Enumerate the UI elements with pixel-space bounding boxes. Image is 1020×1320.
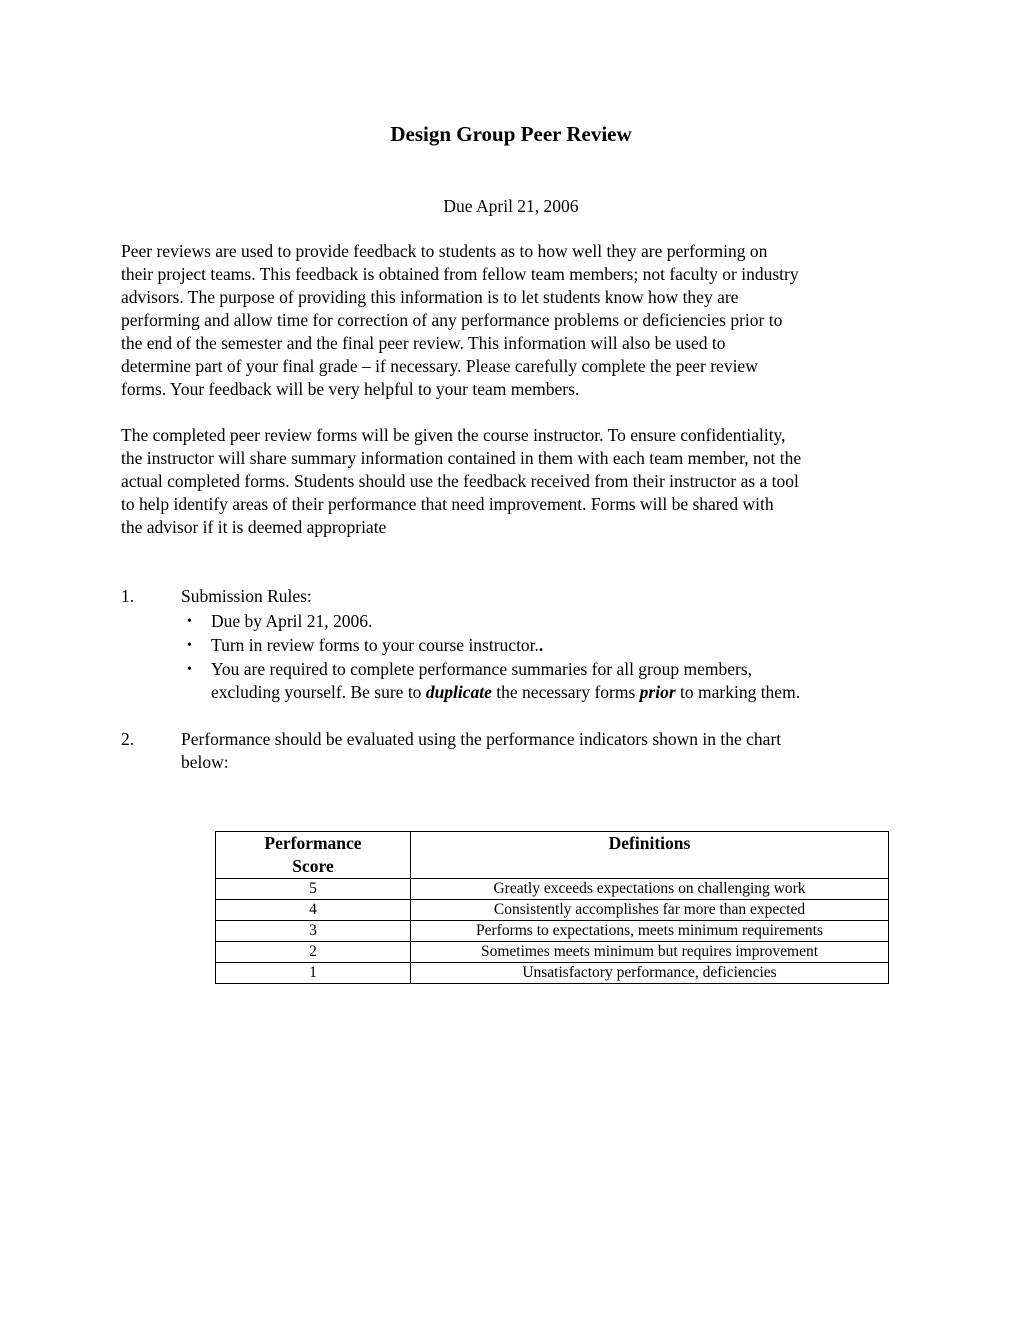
item-text: below:: [181, 752, 229, 772]
text-line: actual completed forms. Students should use the feedback received from their instructor as a tool: [121, 471, 799, 491]
bullet-icon: •: [187, 662, 192, 677]
text: to marking them.: [675, 682, 801, 702]
score-cell: 3: [216, 921, 411, 942]
definition-cell: Performs to expectations, meets minimum requirements: [411, 921, 889, 942]
confidentiality-paragraph: [121, 424, 801, 539]
header-definitions: Definitions: [411, 832, 889, 879]
item-number: 2.: [121, 729, 135, 749]
bullet-icon: •: [187, 614, 192, 629]
table-row: [216, 942, 889, 963]
table-row: [216, 900, 889, 921]
text-line: Peer reviews are used to provide feedback to students as to how well they are performing on: [121, 241, 768, 261]
text-line: the instructor will share summary information contained in them with each team member, not the: [121, 448, 802, 468]
header-text: Score: [292, 856, 334, 876]
score-cell: 5: [216, 879, 411, 900]
item-number: 1.: [121, 586, 135, 606]
bullet-text: [211, 681, 800, 704]
page-title: Design Group Peer Review: [390, 122, 632, 146]
text: Turn in review forms to your course instructor.: [211, 635, 539, 655]
definition-cell: Sometimes meets minimum but requires improvement: [411, 942, 889, 963]
emphasis-duplicate: duplicate: [425, 682, 492, 702]
score-cell: 1: [216, 963, 411, 984]
score-cell: 4: [216, 900, 411, 921]
definition-cell: Consistently accomplishes far more than expected: [411, 900, 889, 921]
item-text: Performance should be evaluated using the performance indicators shown in the chart: [181, 729, 782, 749]
table-row: [216, 963, 889, 984]
table-row: [216, 879, 889, 900]
submission-rules-heading: Submission Rules:: [181, 586, 312, 606]
text-line: to help identify areas of their performance that need improvement. Forms will be shared with: [121, 494, 774, 514]
score-cell: 2: [216, 942, 411, 963]
table-header-row: [216, 832, 889, 879]
definition-cell: Unsatisfactory performance, deficiencies: [411, 963, 889, 984]
text-line: the end of the semester and the final peer review. This information will also be used to: [121, 333, 726, 353]
text-line: forms. Your feedback will be very helpful to your team members.: [121, 379, 580, 399]
header-text: Performance: [264, 833, 362, 853]
bullet-text: Due by April 21, 2006.: [211, 611, 373, 631]
definition-cell: Greatly exceeds expectations on challenging work: [411, 879, 889, 900]
text-line: The completed peer review forms will be given the course instructor. To ensure confidentiality,: [121, 425, 786, 445]
due-date: Due April 21, 2006: [443, 196, 579, 216]
bullet-text: [211, 634, 543, 657]
header-performance-score: [216, 832, 411, 879]
emphasis-prior: prior: [639, 682, 676, 702]
text-line: determine part of your final grade – if necessary. Please carefully complete the peer review: [121, 356, 758, 376]
text-line: performing and allow time for correction of any performance problems or deficiencies prior to: [121, 310, 783, 330]
bullet-text: You are required to complete performance summaries for all group members,: [211, 659, 753, 679]
text-line: the advisor if it is deemed appropriate: [121, 517, 387, 537]
text: excluding yourself. Be sure to: [211, 682, 426, 702]
bullet-icon: •: [187, 638, 192, 653]
performance-score-table: [215, 831, 889, 984]
text: the necessary forms: [491, 682, 640, 702]
text-line: advisors. The purpose of providing this information is to let students know how they are: [121, 287, 739, 307]
text-bold: .: [538, 635, 544, 655]
table-row: [216, 921, 889, 942]
text-line: their project teams. This feedback is obtained from fellow team members; not faculty or industry: [121, 264, 799, 284]
intro-paragraph: [121, 240, 799, 401]
